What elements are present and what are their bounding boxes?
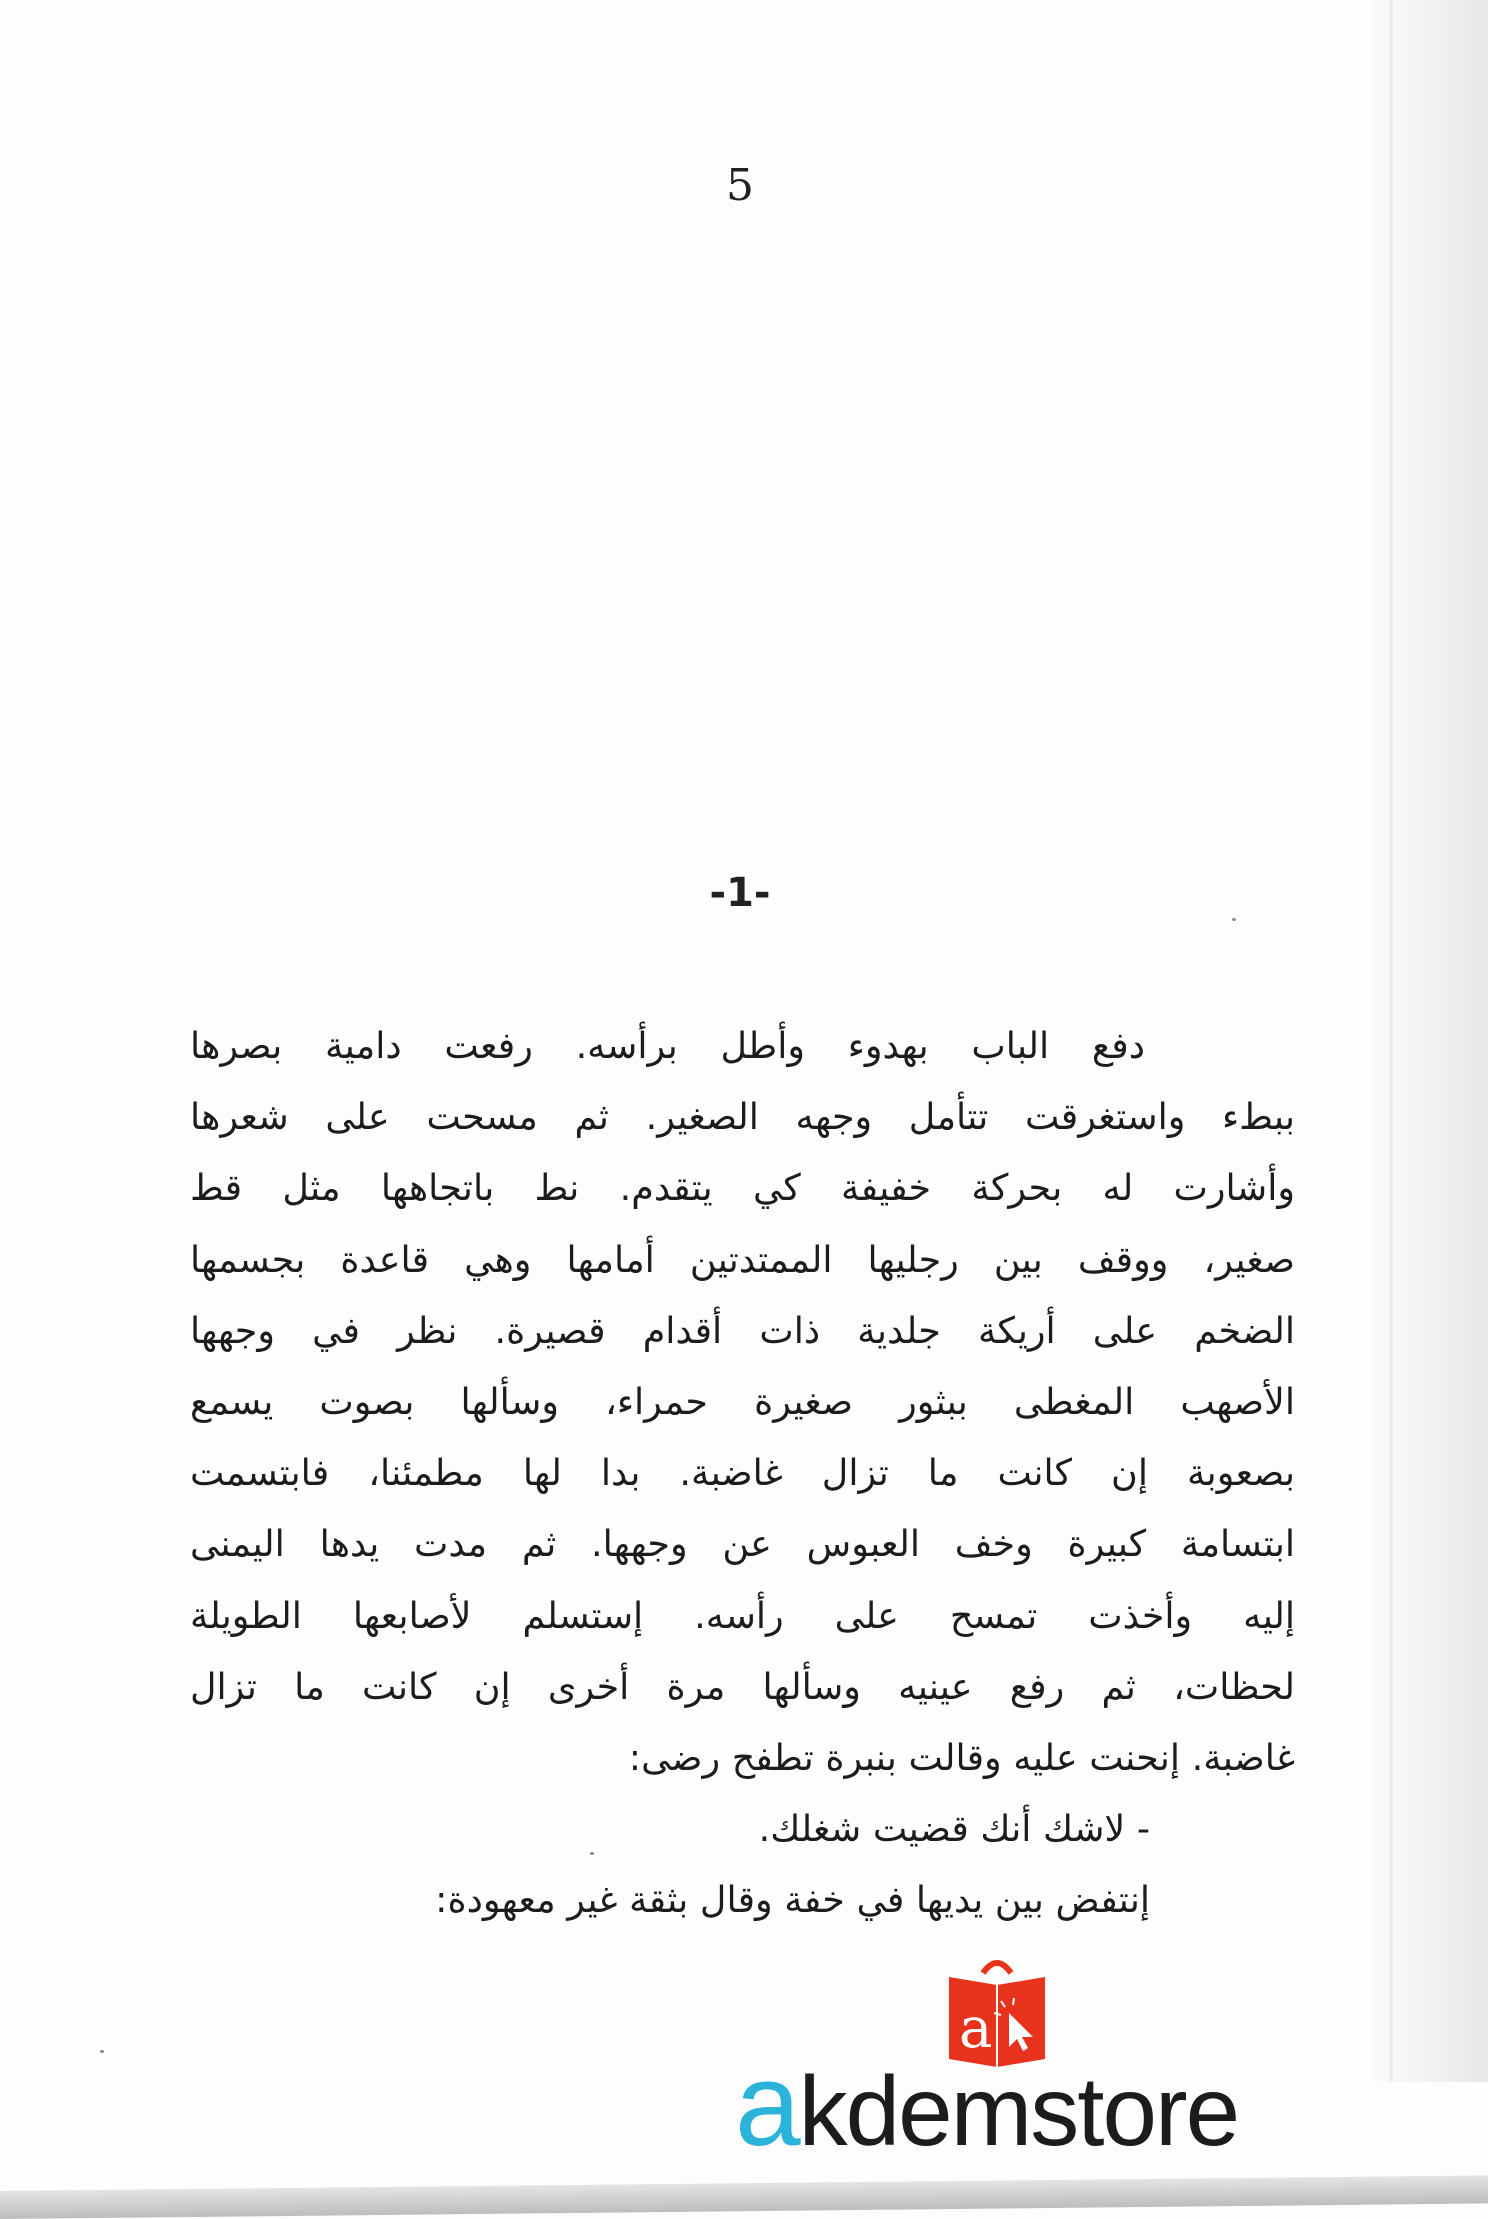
logo-icon-letter: a xyxy=(959,1996,993,2061)
chapter-number: -1- xyxy=(709,870,771,916)
body-line: صغير، ووقف بين رجليها الممتدتين أمامها وهي قاعدة بجسمها xyxy=(190,1237,1295,1281)
dialogue-line: إنتفض بين يديها في خفة وقال بثقة غير معهودة: xyxy=(435,1878,1150,1922)
page-number: 5 xyxy=(726,160,754,211)
logo-wordmark-a: a xyxy=(735,2039,799,2171)
page-edge-line xyxy=(1390,0,1393,2082)
scan-speck xyxy=(1232,918,1236,921)
logo-wordmark-rest: kdemstore xyxy=(798,2056,1239,2166)
body-line: ابتسامة كبيرة وخف العبوس عن وجهها. ثم مدت يدها اليمنى xyxy=(190,1522,1295,1566)
scan-bottom-edge xyxy=(0,2175,1488,2219)
body-line: غاضبة. إنحنت عليه وقالت بنبرة تطفح رضى: xyxy=(628,1736,1295,1780)
body-line: دفع الباب بهدوء وأطل برأسه. رفعت دامية بصرها xyxy=(190,1024,1145,1067)
body-line: إليه وأخذت تمسح على رأسه. إستسلم لأصابعها الطويلة xyxy=(190,1593,1295,1637)
body-line: لحظات، ثم رفع عينيه وسألها مرة أخرى إن كانت ما تزال xyxy=(190,1664,1295,1708)
body-line: الأصهب المغطى ببثور صغيرة حمراء، وسألها بصوت يسمع xyxy=(190,1380,1295,1424)
body-line: الضخم على أريكة جلدية ذات أقدام قصيرة. نظر في وجهها xyxy=(190,1308,1295,1352)
body-line: ببطء واستغرقت تتأمل وجهه الصغير. ثم مسحت على شعرها xyxy=(190,1095,1295,1139)
scan-speck xyxy=(590,1852,594,1855)
dialogue-line: - لاشك أنك قضيت شغلك. xyxy=(758,1807,1150,1850)
bookstore-logo-wordmark xyxy=(735,2039,1239,2171)
body-paragraph xyxy=(190,1010,1295,1793)
dialogue-block xyxy=(190,1793,1150,1935)
scan-speck xyxy=(100,2050,104,2053)
body-line: بصعوبة إن كانت ما تزال غاضبة. بدا لها مطمئنا، فابتسمت xyxy=(190,1451,1295,1495)
body-line: وأشارت له بحركة خفيفة كي يتقدم. نط باتجاهها مثل قط xyxy=(190,1166,1295,1210)
